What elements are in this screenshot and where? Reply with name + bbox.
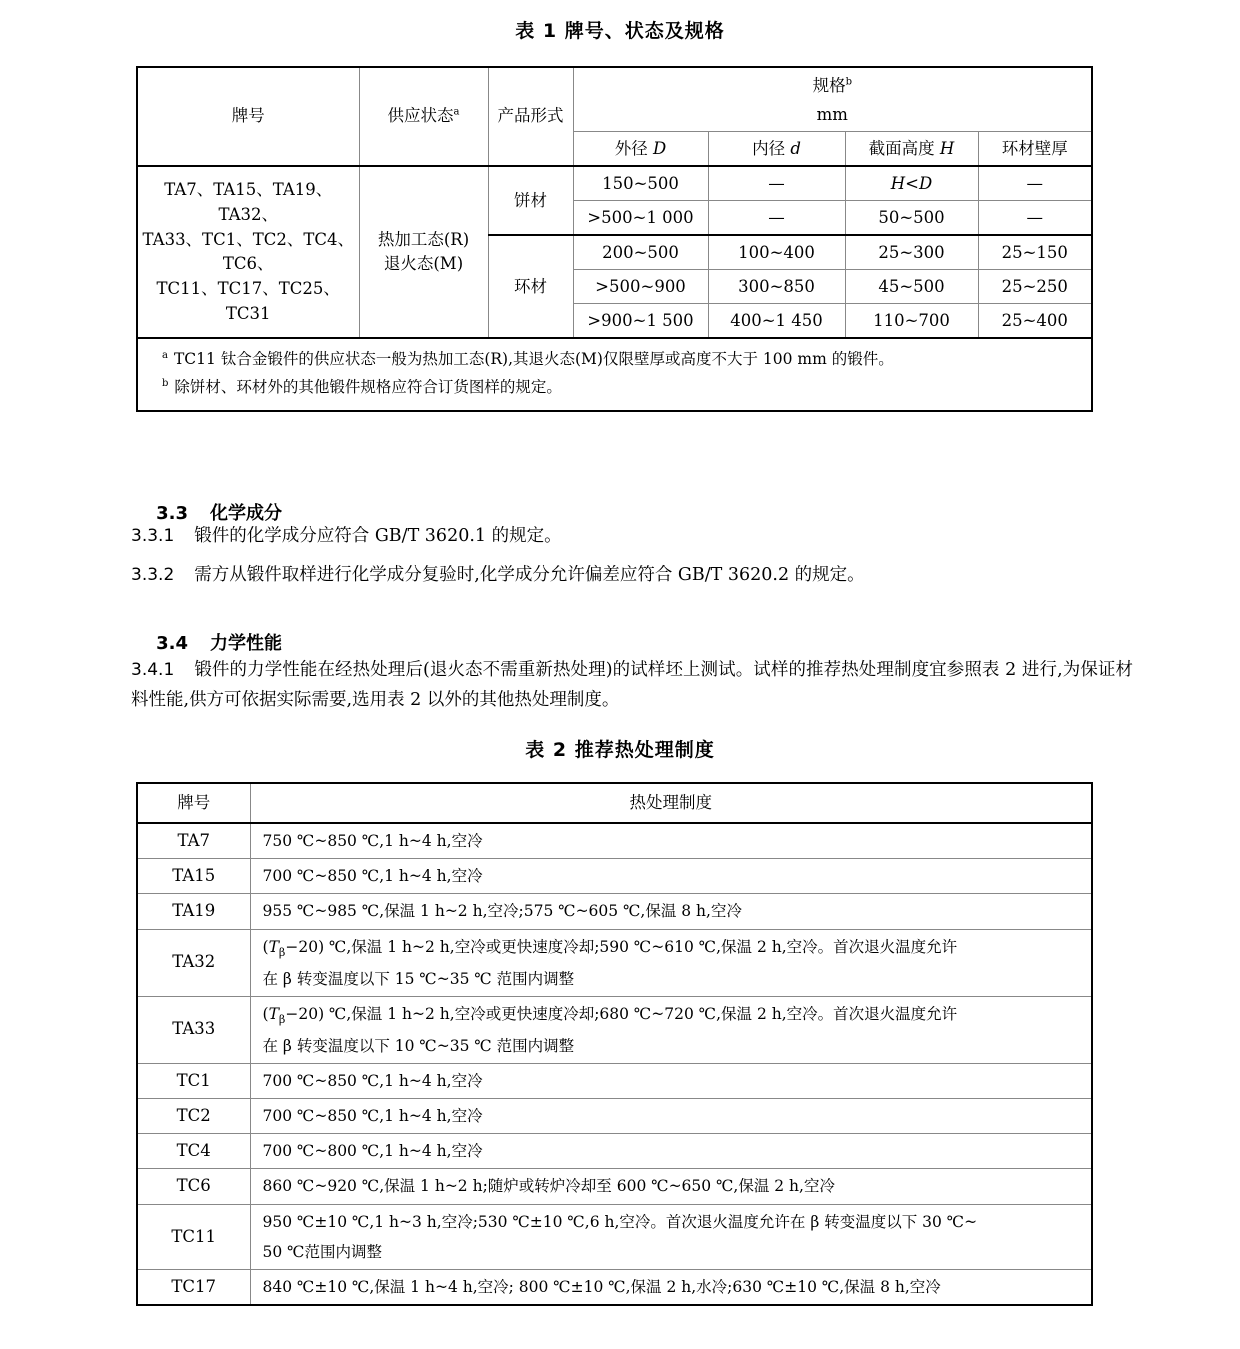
table1-footnote-a-text: TC11 钛合金锻件的供应状态一般为热加工态(R),其退火态(M)仅限壁厚或高度不大于 100 mm 的锻件。: [173, 350, 894, 369]
table1-container: [136, 66, 1091, 412]
table1-header-grade: 牌号: [137, 67, 359, 166]
table1-cell-form-huan: 环材: [488, 235, 573, 338]
table2-caption: 表 2 推荐热处理制度: [525, 739, 715, 761]
table2-cell-grade: TA15: [137, 859, 250, 894]
table1-row: [137, 166, 1092, 201]
table1-cell-ring-wall: —: [978, 201, 1092, 236]
section-3-4-title: 力学性能: [209, 633, 282, 654]
table1-cell-ring-wall: 25~150: [978, 235, 1092, 270]
table1-footnote-b-text: 除饼材、环材外的其他锻件规格应符合订货图样的规定。: [174, 377, 562, 396]
table-row: [137, 894, 1092, 929]
table2-cell-regime: 955 ℃~985 ℃,保温 1 h~2 h,空冷;575 ℃~605 ℃,保温 8 h,空冷: [250, 894, 1092, 929]
table2-cell-regime: [250, 1204, 1092, 1269]
table2-cell-grade: TA32: [137, 929, 250, 996]
table1-cell-outer-dia: >500~900: [573, 270, 708, 304]
section-3-3-number: 3.3: [156, 503, 188, 524]
table1-cell-supply-state: [359, 166, 488, 338]
table2-cell-regime: [250, 929, 1092, 996]
table2-cell-regime: 840 ℃±10 ℃,保温 1 h~4 h,空冷; 800 ℃±10 ℃,保温 2 h,水冷;630 ℃±10 ℃,保温 8 h,空冷: [250, 1270, 1092, 1306]
table1-header-spec-sup: b: [845, 76, 852, 88]
table1-cell-inner-dia: 300~850: [708, 270, 845, 304]
table1-footnotes: [137, 338, 1092, 411]
table2-regime-line-1: $(T_\beta-20)$ ℃,保温 1 h~2 h,空冷或更快速度冷却;680 ℃~720 ℃,保温 2 h,空冷。首次退火温度允许: [262, 1004, 958, 1026]
paragraph-3-3-2-number: 3.3.2: [131, 565, 175, 585]
table1-caption: 表 1 牌号、状态及规格: [515, 20, 725, 42]
table2-cell-regime: 700 ℃~850 ℃,1 h~4 h,空冷: [250, 859, 1092, 894]
table1-grades-line: TC11、TC17、TC25、TC31: [156, 279, 340, 323]
table1-header-supply-state-sup: a: [453, 106, 460, 118]
table2-cell-grade: TA19: [137, 894, 250, 929]
paragraph-3-3-2-text: 需方从锻件取样进行化学成分复验时,化学成分允许偏差应符合 GB/T 3620.2 的规定。: [194, 565, 865, 585]
table1-cell-ring-wall: 25~250: [978, 270, 1092, 304]
table2-cell-grade: TA33: [137, 996, 250, 1063]
table1-header-spec-group: [573, 67, 1092, 132]
paragraph-3-4-1-number: 3.4.1: [131, 660, 175, 680]
table-row: [137, 1099, 1092, 1134]
table1-cell-inner-dia: 100~400: [708, 235, 845, 270]
paragraph-3-3-2: [131, 560, 1131, 590]
paragraph-3-3-1-number: 3.3.1: [131, 526, 175, 546]
table2-regime-line-2: 在 β 转变温度以下 10 ℃~35 ℃ 范围内调整: [262, 1036, 575, 1055]
section-3-4-number: 3.4: [156, 633, 188, 654]
table1-supply-state-line: 退火态(M): [383, 254, 464, 274]
table1-supply-state-line: 热加工态(R): [377, 229, 470, 249]
table-row: [137, 823, 1092, 859]
table1-cell-outer-dia: >900~1 500: [573, 304, 708, 339]
table2: [136, 782, 1093, 1306]
table2-header-regime: 热处理制度: [250, 783, 1092, 823]
table2-container: [136, 782, 1091, 1306]
table2-cell-grade: TC6: [137, 1169, 250, 1204]
table1-grades-line: TA7、TA15、TA19、TA32、: [164, 180, 333, 224]
table2-header-grade: 牌号: [137, 783, 250, 823]
table1-cell-outer-dia: >500~1 000: [573, 201, 708, 236]
table-row: [137, 929, 1092, 996]
table1-header-section-height: 截面高度 H: [845, 132, 978, 167]
table-row: [137, 1204, 1092, 1269]
table2-cell-grade: TC2: [137, 1099, 250, 1134]
table1-cell-section-height: 25~300: [845, 235, 978, 270]
table1-header-spec-unit: mm: [816, 105, 848, 125]
table1-cell-grades: [137, 166, 359, 338]
table1-cell-section-height: 45~500: [845, 270, 978, 304]
table1-grades-line: TA33、TC1、TC2、TC4、TC6、: [142, 229, 354, 274]
table2-header-row: [137, 783, 1092, 823]
table1-cell-section-height: H<D: [845, 166, 978, 201]
table1-cell-inner-dia: 400~1 450: [708, 304, 845, 339]
table1-cell-section-height: 50~500: [845, 201, 978, 236]
table-row: [137, 1169, 1092, 1204]
table2-regime-line-1: 950 ℃±10 ℃,1 h~3 h,空冷;530 ℃±10 ℃,6 h,空冷。首次退火温度允许在 β 转变温度以下 30 ℃~: [262, 1212, 978, 1231]
table2-cell-grade: TC17: [137, 1270, 250, 1306]
table1-header-supply-state: [359, 67, 488, 166]
table1-cell-ring-wall: —: [978, 166, 1092, 201]
table2-cell-regime: 700 ℃~850 ℃,1 h~4 h,空冷: [250, 1099, 1092, 1134]
section-3-3-title: 化学成分: [209, 503, 282, 524]
table2-regime-line-2: 在 β 转变温度以下 15 ℃~35 ℃ 范围内调整: [262, 969, 575, 988]
table1-footnote-b-mark: b: [162, 377, 169, 389]
table1-cell-section-height: 110~700: [845, 304, 978, 339]
table2-cell-regime: 700 ℃~800 ℃,1 h~4 h,空冷: [250, 1134, 1092, 1169]
table1-header-supply-state-label: 供应状态: [387, 106, 454, 126]
table-row: [137, 1134, 1092, 1169]
table1-header-outer-dia: 外径 D: [573, 132, 708, 167]
table1-cell-inner-dia: —: [708, 166, 845, 201]
table-row: [137, 859, 1092, 894]
paragraph-3-3-1-text: 锻件的化学成分应符合 GB/T 3620.1 的规定。: [194, 526, 562, 546]
paragraph-3-3-1: [131, 521, 1131, 551]
table2-cell-grade: TA7: [137, 823, 250, 859]
table2-cell-regime: 750 ℃~850 ℃,1 h~4 h,空冷: [250, 823, 1092, 859]
table2-cell-grade: TC1: [137, 1063, 250, 1098]
table-row: [137, 996, 1092, 1063]
table1: [136, 66, 1093, 412]
table1-cell-inner-dia: —: [708, 201, 845, 236]
table1-header-inner-dia: 内径 d: [708, 132, 845, 167]
table2-regime-line-2: 50 ℃范围内调整: [262, 1242, 382, 1261]
table1-footnotes-row: [137, 338, 1092, 411]
table2-regime-line-1: $(T_\beta-20)$ ℃,保温 1 h~2 h,空冷或更快速度冷却;590 ℃~610 ℃,保温 2 h,空冷。首次退火温度允许: [262, 937, 958, 959]
paragraph-3-4-1: [131, 655, 1133, 715]
table1-header-ring-wall: 环材壁厚: [978, 132, 1092, 167]
table1-cell-form-bing: 饼材: [488, 166, 573, 235]
table2-cell-regime: 860 ℃~920 ℃,保温 1 h~2 h;随炉或转炉冷却至 600 ℃~650 ℃,保温 2 h,空冷: [250, 1169, 1092, 1204]
table1-header-product-form: 产品形式: [488, 67, 573, 166]
table-row: [137, 1063, 1092, 1098]
table1-header-spec-label: 规格: [812, 76, 846, 95]
table1-header-row-1: [137, 67, 1092, 132]
table2-cell-grade: TC11: [137, 1204, 250, 1269]
paragraph-3-4-1-text: 锻件的力学性能在经热处理后(退火态不需重新热处理)的试样坯上测试。试样的推荐热处理制度宜参照表 2 进行,为保证材料性能,供方可依据实际需要,选用表 2 以外的其他热处理制度。: [131, 660, 1133, 711]
table1-footnote-a: [162, 348, 1077, 371]
table2-cell-grade: TC4: [137, 1134, 250, 1169]
table-row: [137, 1270, 1092, 1306]
table1-cell-outer-dia: 150~500: [573, 166, 708, 201]
table1-cell-ring-wall: 25~400: [978, 304, 1092, 339]
table2-cell-regime: [250, 996, 1092, 1063]
table1-footnote-a-mark: a: [162, 350, 168, 362]
table2-cell-regime: 700 ℃~850 ℃,1 h~4 h,空冷: [250, 1063, 1092, 1098]
table1-footnote-b: [162, 376, 1077, 399]
table1-cell-outer-dia: 200~500: [573, 235, 708, 270]
